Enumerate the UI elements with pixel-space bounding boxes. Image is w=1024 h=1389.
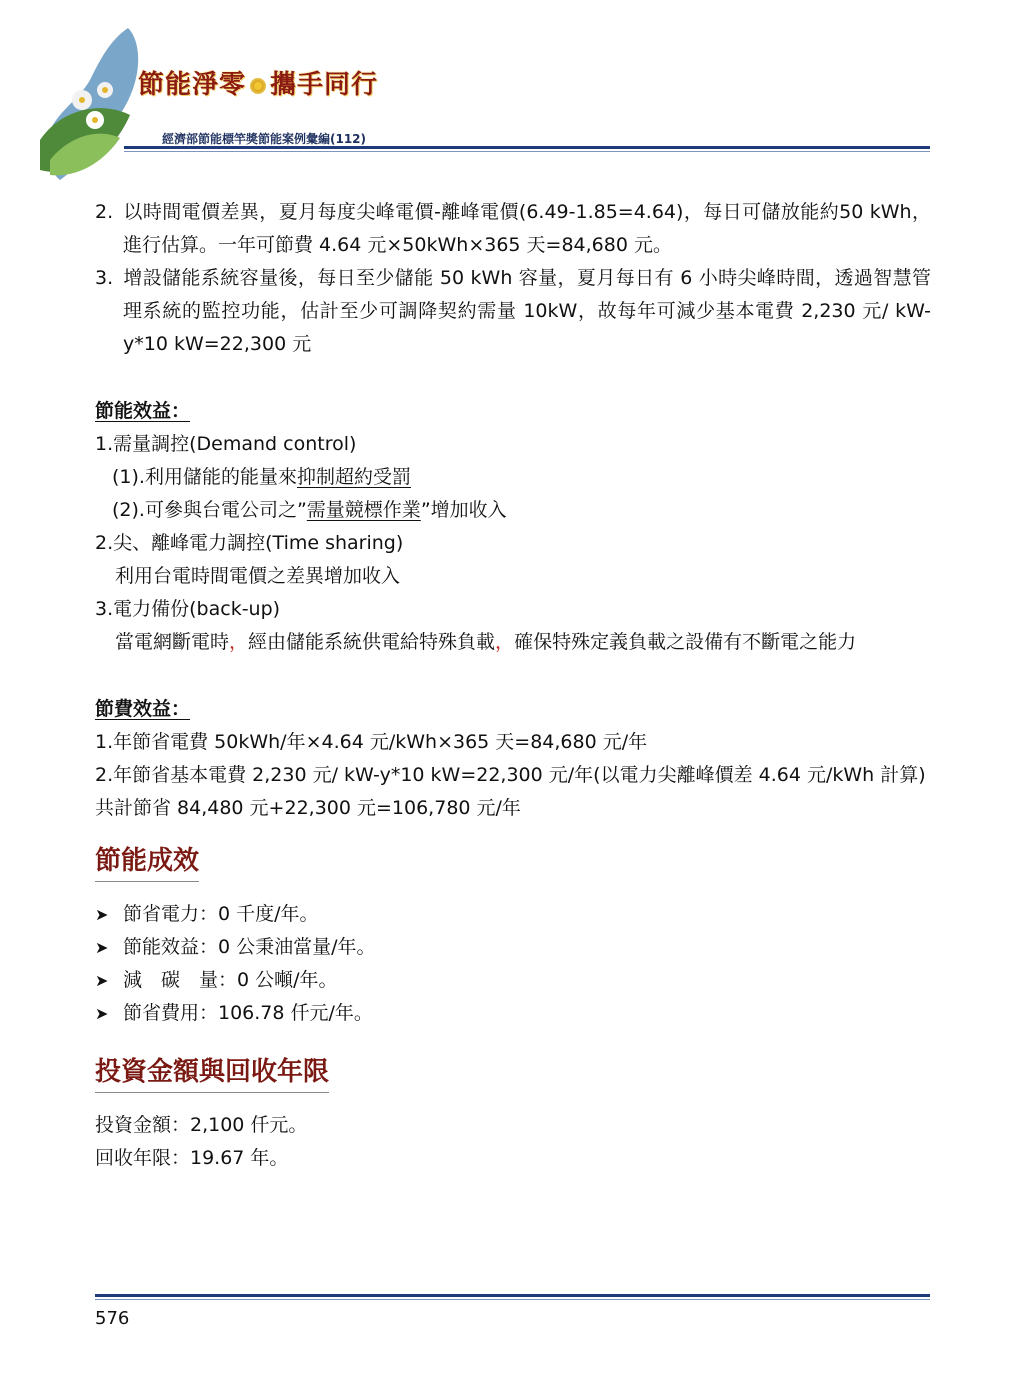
spacer	[95, 1030, 931, 1054]
page-header	[0, 0, 1024, 200]
spacer	[95, 361, 931, 395]
page-body	[95, 196, 931, 1175]
backup-text	[95, 626, 931, 659]
results-item: ➤ 減 碳 量：0 公噸/年。	[95, 964, 931, 997]
sub2-text-end: ”增加收入	[420, 499, 507, 521]
spacer	[95, 825, 931, 843]
header-rule	[124, 146, 930, 149]
flower-icon	[250, 78, 266, 94]
intro-item-text: 增設儲能系統容量後，每日至少儲能 50 kWh 容量，夏月每日有 6 小時尖峰時間，透過智慧管理系統的監控功能，估計至少可調降契約需量 10kW，故每年可減少基本電費 2,230 元/ kW-y*10 kW=22,300 元	[123, 267, 931, 355]
investment-heading: 投資金額與回收年限	[95, 1054, 329, 1093]
time-sharing-title: 2.尖、離峰電力調控(Time sharing)	[95, 532, 404, 554]
footer-rule	[95, 1294, 930, 1297]
demand-control-sub2	[95, 494, 931, 527]
results-heading: 節能成效	[95, 843, 199, 882]
energy-benefit-label: 節能效益：	[95, 400, 191, 422]
red-comma: ，	[229, 631, 249, 653]
investment-payback: 回收年限：19.67 年。	[95, 1147, 289, 1169]
header-rule-thin	[124, 151, 930, 152]
sub2-underlined: 需量競標作業	[306, 499, 421, 521]
slogan-right: 攜手同行	[270, 70, 379, 100]
intro-item-3	[95, 262, 931, 361]
arrow-right-icon: ➤	[95, 971, 109, 990]
backup-text-c: 確保特殊定義負載之設備有不斷電之能力	[514, 631, 857, 653]
header-subtitle: 經濟部節能標竿獎節能案例彙編(112)	[162, 132, 367, 146]
intro-item-2	[95, 196, 931, 262]
cost-total: 共計節省 84,480 元+22,300 元=106,780 元/年	[95, 797, 521, 819]
slogan-left: 節能淨零	[138, 70, 247, 100]
cost-line-2: 2.年節省基本電費 2,230 元/ kW-y*10 kW=22,300 元/年(以電力尖離峰價差 4.64 元/kWh 計算)	[95, 764, 926, 786]
spacer	[95, 882, 931, 898]
footer-rule-thin	[95, 1299, 930, 1300]
intro-item-number: 3.	[95, 267, 114, 289]
results-item: ➤ 節省費用：106.78 仟元/年。	[95, 997, 931, 1030]
cost-line-1: 1.年節省電費 50kWh/年×4.64 元/kWh×365 天=84,680 元/年	[95, 731, 648, 753]
taiwan-leaf-logo	[20, 20, 160, 190]
sub2-text: (2).可參與台電公司之”	[112, 499, 307, 521]
sub1-underlined: 抑制超約受罰	[296, 466, 411, 488]
arrow-right-icon: ➤	[95, 905, 109, 924]
demand-control-title: 1.需量調控(Demand control)	[95, 433, 357, 455]
investment-amount: 投資金額：2,100 仟元。	[95, 1114, 308, 1136]
page-number: 576	[95, 1308, 130, 1329]
backup-title: 3.電力備份(back-up)	[95, 598, 281, 620]
spacer	[95, 659, 931, 693]
spacer	[95, 1093, 931, 1109]
results-item: ➤ 節省電力：0 千度/年。	[95, 898, 931, 931]
arrow-right-icon: ➤	[95, 1004, 109, 1023]
backup-text-a: 當電網斷電時	[115, 631, 230, 653]
intro-item-number: 2.	[95, 201, 114, 223]
intro-item-text: 以時間電價差異，夏月每度尖峰電價-離峰電價(6.49-1.85=4.64)，每日可儲放能約50 kWh，進行估算。一年可節費 4.64 元×50kWh×365 天=84,680 元。	[123, 201, 931, 256]
arrow-right-icon: ➤	[95, 938, 109, 957]
time-sharing-text: 利用台電時間電價之差異增加收入	[115, 565, 401, 587]
demand-control-sub1	[95, 461, 931, 494]
cost-benefit-label: 節費效益：	[95, 698, 191, 720]
slogan	[138, 64, 378, 101]
results-item: ➤ 節能效益：0 公秉油當量/年。	[95, 931, 931, 964]
backup-text-b: 經由儲能系統供電給特殊負載	[248, 631, 496, 653]
sub1-text: (1).利用儲能的能量來	[112, 466, 297, 488]
red-comma: ，	[495, 631, 515, 653]
